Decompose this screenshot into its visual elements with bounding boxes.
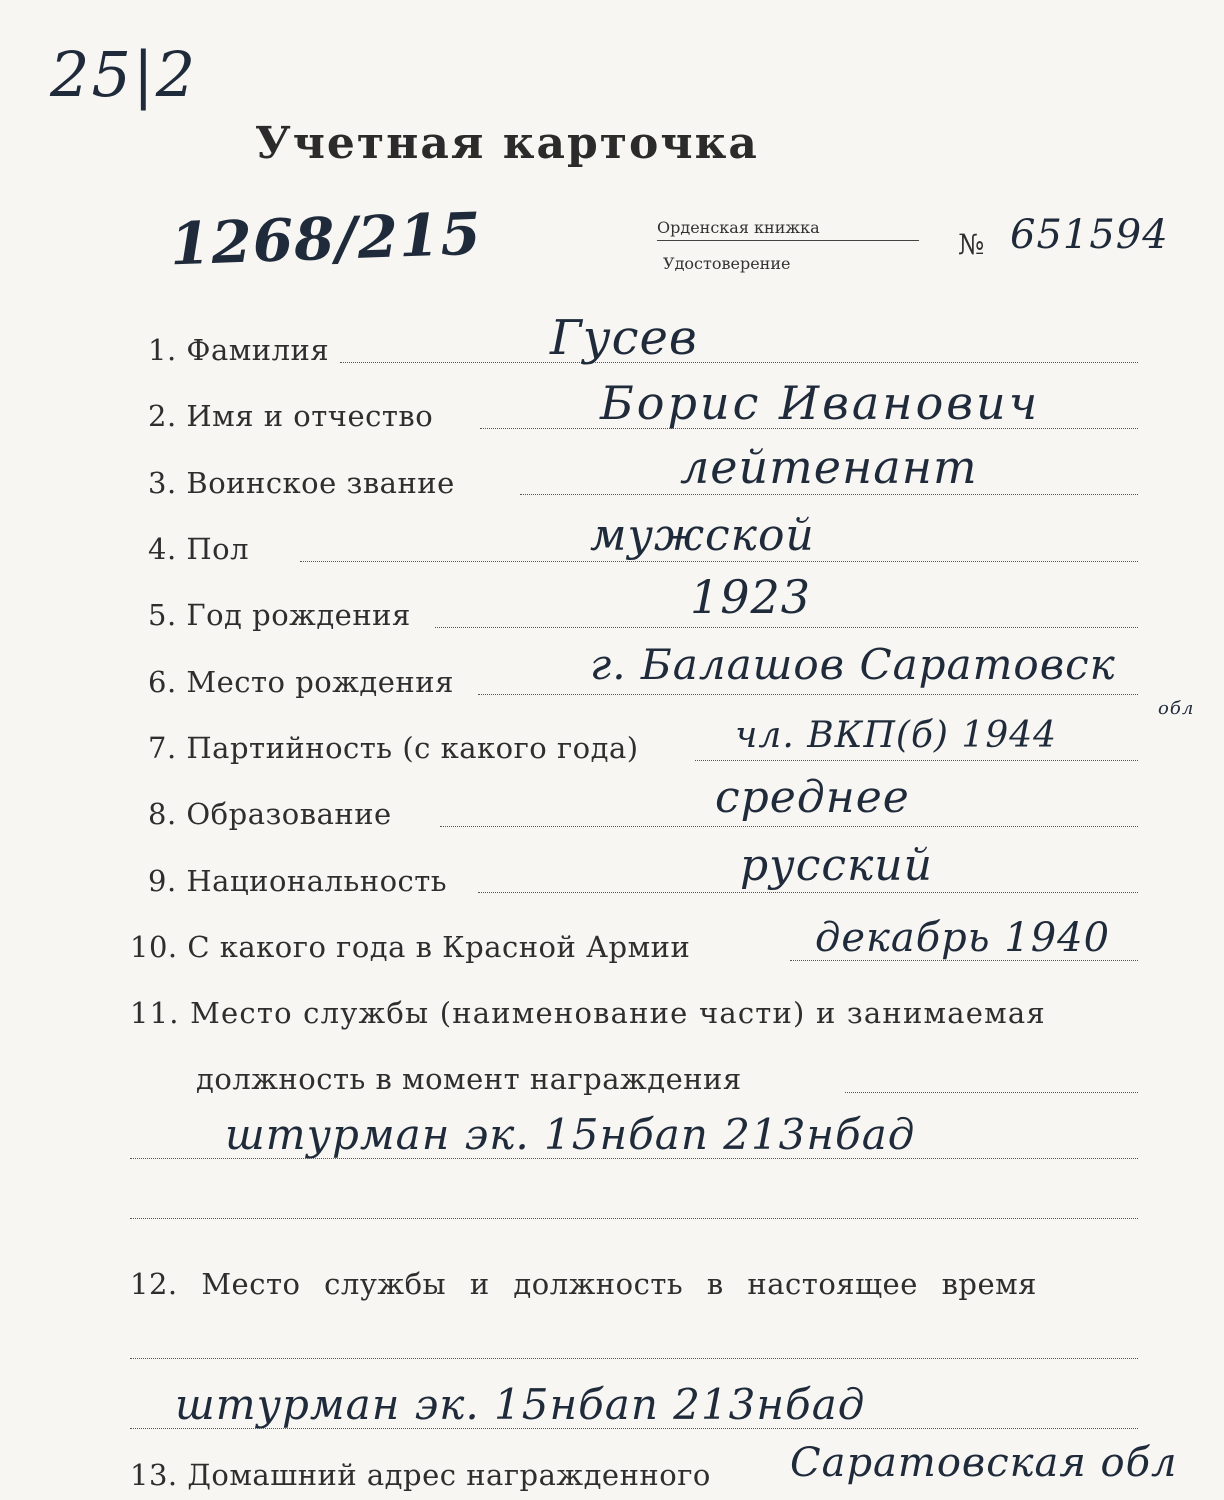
- field-11-label: 11. Место службы (наименование части) и занимаемая: [130, 996, 1046, 1030]
- corner-note: 25|2: [50, 38, 198, 111]
- field-12-value: штурман эк. 15нбап 213нбад: [175, 1380, 866, 1429]
- field-13-value: Саратовская обл: [790, 1440, 1178, 1486]
- field-10-label: 10. С какого года в Красной Армии: [130, 930, 691, 964]
- handwritten-reference: 1268/215: [168, 199, 483, 279]
- number-value: 651594: [1010, 212, 1169, 258]
- field-7-value: чл. ВКП(б) 1944: [735, 715, 1058, 756]
- field-9-label: 9. Национальность: [148, 864, 448, 898]
- field-3-line: [520, 494, 1138, 495]
- field-9-line: [478, 892, 1138, 893]
- field-5-label: 5. Год рождения: [148, 598, 411, 632]
- field-1-value: Гусев: [550, 310, 698, 366]
- field-3-label: 3. Воинское звание: [148, 466, 455, 500]
- field-2-value: Борис Иванович: [600, 376, 1041, 430]
- field-11-line-b: [130, 1158, 1138, 1159]
- field-12-line-b: [130, 1428, 1138, 1429]
- field-1-label: 1. Фамилия: [148, 333, 330, 367]
- field-4-value: мужской: [590, 510, 815, 561]
- field-6-label: 6. Место рождения: [148, 665, 454, 699]
- page-title: Учетная карточка: [255, 118, 759, 169]
- field-8-label: 8. Образование: [148, 797, 392, 831]
- number-sign: №: [958, 228, 985, 261]
- order-book-label: Орденская книжка: [657, 218, 820, 237]
- field-8-value: среднее: [715, 772, 910, 823]
- field-1-line: [340, 362, 1138, 363]
- field-11-line-a: [845, 1092, 1138, 1093]
- field-11-line-c: [130, 1218, 1138, 1219]
- field-7-label: 7. Партийность (с какого года): [148, 731, 639, 765]
- field-11-label-line2: должность в момент награждения: [196, 1062, 742, 1096]
- field-3-value: лейтенант: [680, 440, 978, 494]
- field-12-label: 12. Место службы и должность в настоящее время: [130, 1267, 1037, 1301]
- field-9-value: русский: [740, 840, 933, 891]
- field-6-value: г. Балашов Саратовск: [590, 640, 1116, 689]
- field-11-value: штурман эк. 15нбап 213нбад: [225, 1110, 916, 1159]
- field-6-line: [478, 694, 1138, 695]
- field-7-line: [695, 760, 1138, 761]
- field-5-line: [435, 627, 1138, 628]
- field-5-value: 1923: [690, 570, 812, 624]
- order-book-strike: [657, 240, 919, 241]
- field-4-label: 4. Пол: [148, 532, 250, 566]
- field-13-label: 13. Домашний адрес награжденного: [130, 1458, 711, 1492]
- field-6-value-extra: обл: [1158, 698, 1195, 719]
- field-4-line: [300, 561, 1138, 562]
- field-12-line-a: [130, 1358, 1138, 1359]
- certificate-label: Удостоверение: [663, 254, 791, 273]
- field-10-value: декабрь 1940: [815, 915, 1111, 961]
- field-8-line: [440, 826, 1138, 827]
- field-2-label: 2. Имя и отчество: [148, 399, 434, 433]
